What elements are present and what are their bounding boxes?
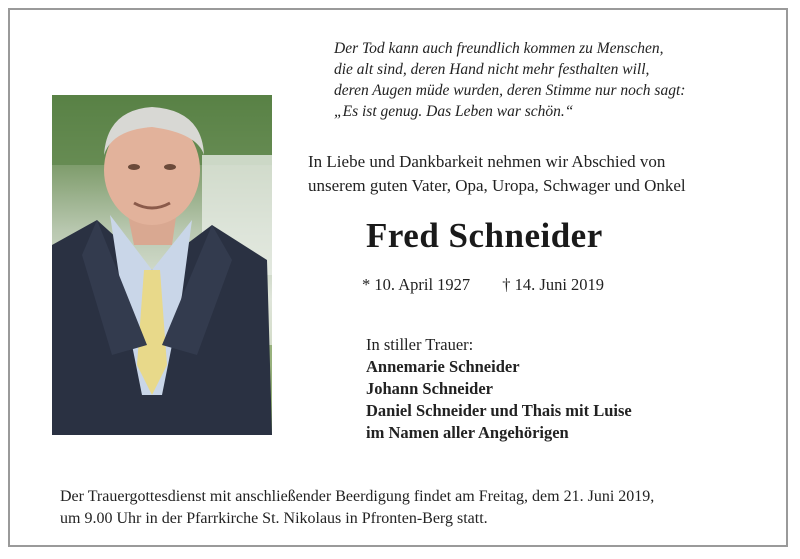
farewell-intro: [308, 150, 778, 198]
memorial-quote: [334, 38, 774, 122]
deceased-name: Fred Schneider: [366, 216, 603, 255]
death-date: † 14. Juni 2019: [502, 275, 605, 294]
mourners-block: [366, 334, 632, 444]
portrait-photo: [52, 95, 272, 435]
quote-line: die alt sind, deren Hand nicht mehr festhalten will,: [334, 61, 650, 78]
life-dates: [362, 275, 604, 295]
service-line: Der Trauergottesdienst mit anschließender Beerdigung findet am Freitag, dem 21. Juni 2019,: [60, 488, 655, 505]
mourner-name: im Namen aller Angehörigen: [366, 423, 569, 442]
intro-line: In Liebe und Dankbarkeit nehmen wir Abschied von: [308, 152, 666, 171]
service-info: [60, 486, 780, 530]
birth-date: * 10. April 1927: [362, 275, 471, 294]
mourners-heading: In stiller Trauer:: [366, 335, 474, 354]
quote-line: Der Tod kann auch freundlich kommen zu Menschen,: [334, 40, 664, 57]
mourner-name: Johann Schneider: [366, 379, 493, 398]
mourner-name: Daniel Schneider und Thais mit Luise: [366, 401, 632, 420]
quote-line: deren Augen müde wurden, deren Stimme nur noch sagt:: [334, 82, 686, 99]
service-line: um 9.00 Uhr in der Pfarrkirche St. Nikolaus in Pfronten-Berg statt.: [60, 510, 488, 527]
intro-line: unserem guten Vater, Opa, Uropa, Schwager und Onkel: [308, 176, 686, 195]
portrait-illustration: [52, 95, 272, 435]
mourner-name: Annemarie Schneider: [366, 357, 520, 376]
quote-line: „Es ist genug. Das Leben war schön.“: [334, 103, 574, 120]
